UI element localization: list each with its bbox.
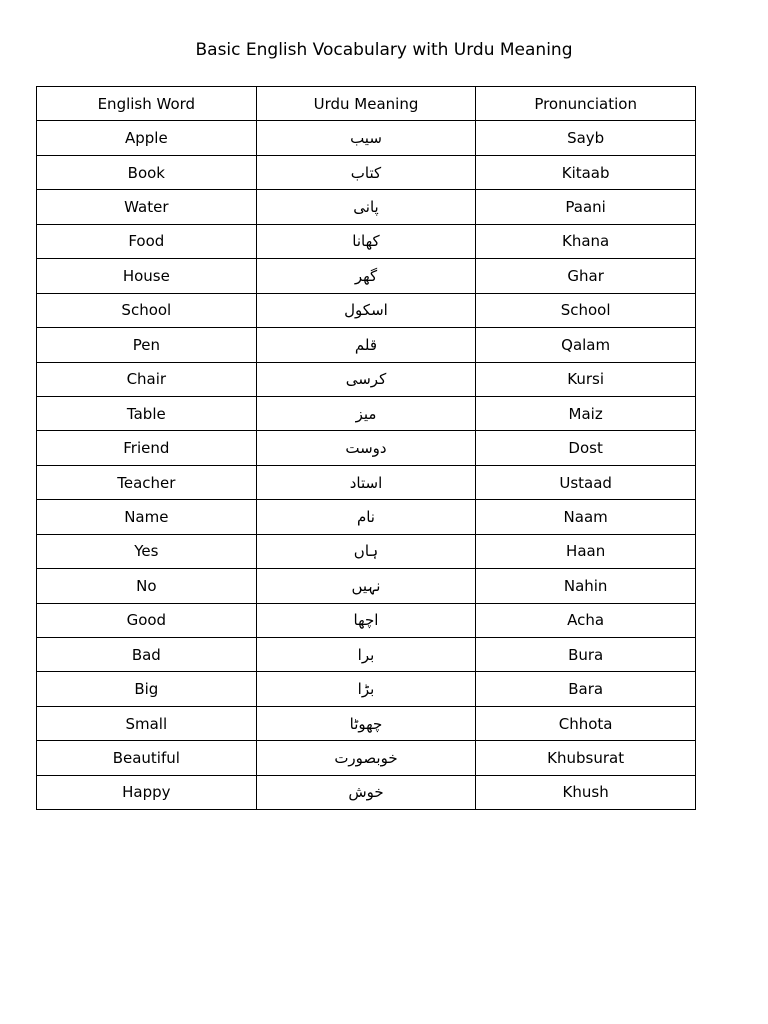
pronunciation-cell: Bura: [476, 638, 696, 672]
english-word-cell: Apple: [37, 121, 257, 155]
pronunciation-cell: Sayb: [476, 121, 696, 155]
urdu-meaning-cell: ہاں: [256, 534, 476, 568]
english-word-cell: Friend: [37, 431, 257, 465]
pronunciation-cell: Chhota: [476, 706, 696, 740]
english-word-cell: School: [37, 293, 257, 327]
english-word-cell: House: [37, 259, 257, 293]
pronunciation-cell: Bara: [476, 672, 696, 706]
table-row: [37, 603, 696, 637]
english-word-cell: Food: [37, 224, 257, 258]
english-word-cell: Happy: [37, 775, 257, 809]
urdu-meaning-cell: اچھا: [256, 603, 476, 637]
pronunciation-cell: Kitaab: [476, 155, 696, 189]
table-row: [37, 706, 696, 740]
pronunciation-cell: Ustaad: [476, 465, 696, 499]
table-row: [37, 431, 696, 465]
header-pronunciation: Pronunciation: [476, 87, 696, 121]
pronunciation-cell: Kursi: [476, 362, 696, 396]
pronunciation-cell: Ghar: [476, 259, 696, 293]
urdu-meaning-cell: نہیں: [256, 569, 476, 603]
english-word-cell: Pen: [37, 328, 257, 362]
table-header-row: [37, 87, 696, 121]
table-row: [37, 190, 696, 224]
header-english-word: English Word: [37, 87, 257, 121]
pronunciation-cell: Maiz: [476, 396, 696, 430]
pronunciation-cell: Dost: [476, 431, 696, 465]
urdu-meaning-cell: کتاب: [256, 155, 476, 189]
urdu-meaning-cell: نام: [256, 500, 476, 534]
table-row: [37, 569, 696, 603]
table-row: [37, 293, 696, 327]
table-body: [37, 121, 696, 810]
english-word-cell: No: [37, 569, 257, 603]
urdu-meaning-cell: میز: [256, 396, 476, 430]
urdu-meaning-cell: برا: [256, 638, 476, 672]
urdu-meaning-cell: کھانا: [256, 224, 476, 258]
pronunciation-cell: Acha: [476, 603, 696, 637]
urdu-meaning-cell: بڑا: [256, 672, 476, 706]
pronunciation-cell: Paani: [476, 190, 696, 224]
urdu-meaning-cell: کرسی: [256, 362, 476, 396]
english-word-cell: Chair: [37, 362, 257, 396]
table-row: [37, 775, 696, 809]
table-row: [37, 672, 696, 706]
english-word-cell: Small: [37, 706, 257, 740]
urdu-meaning-cell: اسکول: [256, 293, 476, 327]
table-row: [37, 328, 696, 362]
urdu-meaning-cell: چھوٹا: [256, 706, 476, 740]
english-word-cell: Name: [37, 500, 257, 534]
table-row: [37, 362, 696, 396]
table-row: [37, 741, 696, 775]
table-row: [37, 155, 696, 189]
english-word-cell: Bad: [37, 638, 257, 672]
urdu-meaning-cell: خوبصورت: [256, 741, 476, 775]
urdu-meaning-cell: گھر: [256, 259, 476, 293]
english-word-cell: Beautiful: [37, 741, 257, 775]
pronunciation-cell: Khana: [476, 224, 696, 258]
urdu-meaning-cell: خوش: [256, 775, 476, 809]
page-title: Basic English Vocabulary with Urdu Meaning: [195, 40, 573, 60]
english-word-cell: Big: [37, 672, 257, 706]
table-row: [37, 534, 696, 568]
pronunciation-cell: Qalam: [476, 328, 696, 362]
urdu-meaning-cell: سیب: [256, 121, 476, 155]
table-row: [37, 259, 696, 293]
table-row: [37, 465, 696, 499]
english-word-cell: Good: [37, 603, 257, 637]
vocabulary-table: [36, 86, 696, 810]
pronunciation-cell: School: [476, 293, 696, 327]
pronunciation-cell: Khubsurat: [476, 741, 696, 775]
english-word-cell: Water: [37, 190, 257, 224]
table-row: [37, 121, 696, 155]
english-word-cell: Yes: [37, 534, 257, 568]
header-urdu-meaning: Urdu Meaning: [256, 87, 476, 121]
table-row: [37, 500, 696, 534]
table-row: [37, 224, 696, 258]
english-word-cell: Teacher: [37, 465, 257, 499]
urdu-meaning-cell: دوست: [256, 431, 476, 465]
pronunciation-cell: Haan: [476, 534, 696, 568]
english-word-cell: Table: [37, 396, 257, 430]
pronunciation-cell: Khush: [476, 775, 696, 809]
pronunciation-cell: Naam: [476, 500, 696, 534]
urdu-meaning-cell: استاد: [256, 465, 476, 499]
urdu-meaning-cell: قلم: [256, 328, 476, 362]
english-word-cell: Book: [37, 155, 257, 189]
table-row: [37, 638, 696, 672]
table-row: [37, 396, 696, 430]
pronunciation-cell: Nahin: [476, 569, 696, 603]
urdu-meaning-cell: پانی: [256, 190, 476, 224]
